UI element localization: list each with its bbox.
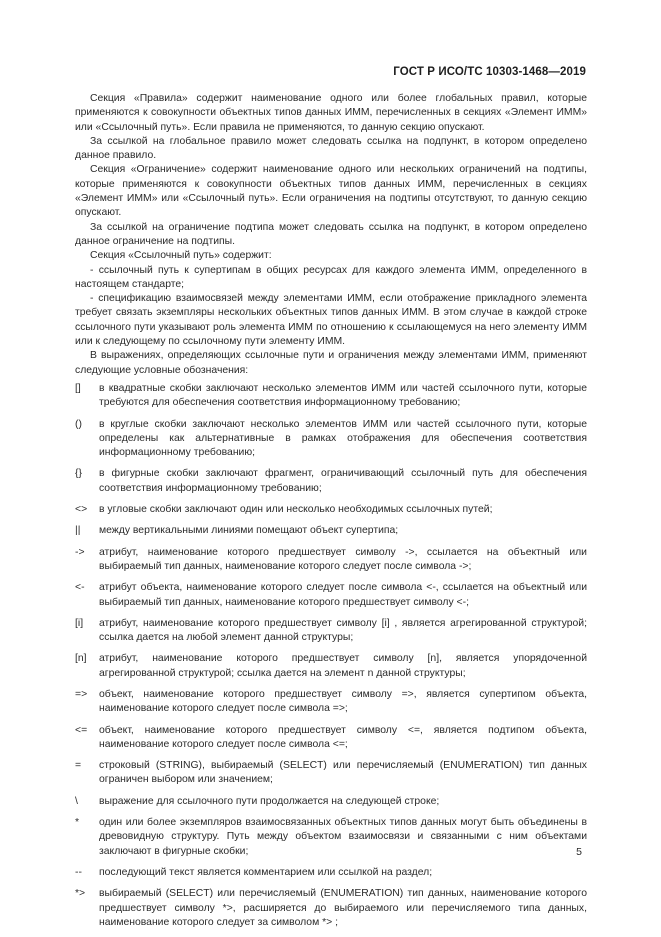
notation-text: последующий текст является комментарием или ссылкой на раздел; xyxy=(99,866,433,878)
paragraph-subtype-constraint-ref: За ссылкой на ограничение подтипа может следовать ссылка на подпункт, в котором определено данное ограничение на подтипы. xyxy=(75,221,587,247)
notation-list xyxy=(75,382,587,930)
notation-text: строковый (STRING), выбираемый (SELECT) или перечисляемый (ENUMERATION) тип данных ограничен выбором или значением; xyxy=(99,760,587,786)
notation-text: атрибут, наименование которого предшествует символу ->, ссылается на объектный или выбираемый тип данных, наименование которого следует после символа ->; xyxy=(99,546,587,572)
notation-symbol: <- xyxy=(75,582,85,594)
notation-text: выражение для ссылочного пути продолжается на следующей строке; xyxy=(99,795,440,807)
list-item-relationship-spec: - спецификацию взаимосвязей между элементами ИММ, если отображение прикладного элемента требует связать экземпляры нескольких объектных типов данных ИММ. В этом случае в каждой строке ссылочного пути указывают роль элемента ИММ по отношению к ссылающемуся на него элементу ИММ или к следующему по ссылочному пути элементу ИММ. xyxy=(75,293,587,348)
notation-item xyxy=(75,503,587,517)
paragraph-rules-section: Секция «Правила» содержит наименование одного или более глобальных правил, которые применяются к совокупности объектных типов данных ИММ, перечисленных в секциях «Элемент ИММ» или «Ссылочный путь». Если правила не применяются, то данную секцию опускают. xyxy=(75,93,587,133)
notation-item xyxy=(75,546,587,575)
notation-item xyxy=(75,688,587,717)
notation-item xyxy=(75,866,587,880)
notation-text: в фигурные скобки заключают фрагмент, ограничивающий ссылочный путь для обеспечения соответствия информационному требованию; xyxy=(99,468,587,494)
notation-item xyxy=(75,581,587,610)
notation-symbol: -> xyxy=(75,546,85,558)
paragraph-reference-path-section: Секция «Ссылочный путь» содержит: xyxy=(90,250,272,262)
notation-item xyxy=(75,724,587,753)
notation-text: объект, наименование которого предшествует символу =>, является супертипом объекта, наименование которого следует после символа =>; xyxy=(99,688,587,715)
notation-item xyxy=(75,382,587,411)
document-header: ГОСТ Р ИСО/ТС 10303-1468—2019 xyxy=(393,66,586,78)
notation-symbol: {} xyxy=(75,468,82,480)
notation-text: в круглые скобки заключают несколько элементов ИММ или частей ссылочного пути, которые определены как альтернативные в рамках отображения для обеспечения соответствия информационному требованию; xyxy=(99,418,587,459)
notation-symbol: => xyxy=(75,688,88,700)
notation-text: атрибут объекта, наименование которого следует после символа <-, ссылается на объектный или выбираемый тип данных, наименование которого предшествует символу <-; xyxy=(99,582,587,608)
notation-symbol: * xyxy=(75,817,80,829)
paragraph-notation-intro: В выражениях, определяющих ссылочные пути и ограничения между элементами ИММ, применяют следующие условные обозначения: xyxy=(75,350,587,376)
notation-symbol: = xyxy=(75,760,82,772)
notation-text: атрибут, наименование которого предшествует символу [i] , является агрегированной структурой; ссылка дается на любой элемент данной структуры; xyxy=(99,617,587,644)
notation-item xyxy=(75,467,587,496)
paragraph-constraint-section: Секция «Ограничение» содержит наименование одного или нескольких ограничений на подтипы, которые применяются к совокупности объектных типов данных ИММ, перечисленных в секциях «Элемент ИММ» или «Ссылочный путь». Если ограничения на подтипы отсутствуют, то данную секцию опускают. xyxy=(75,164,587,219)
document-body xyxy=(75,92,587,937)
notation-item xyxy=(75,524,587,538)
notation-symbol: <= xyxy=(75,724,88,736)
notation-item xyxy=(75,887,587,930)
notation-text: один или более экземпляров взаимосвязанных объектных типов данных могут быть объединены в древовидную структуру. Путь между объектом взаимосвязи и связанными с ним объектами заключают в фигурные скобки; xyxy=(99,817,587,857)
notation-symbol: () xyxy=(75,418,82,430)
notation-symbol: || xyxy=(75,525,81,537)
notation-item xyxy=(75,418,587,461)
notation-symbol: -- xyxy=(75,866,82,878)
notation-symbol: *> xyxy=(75,888,86,900)
page-number: 5 xyxy=(576,846,582,858)
notation-symbol: <> xyxy=(75,504,88,516)
notation-symbol: \ xyxy=(75,795,78,807)
notation-symbol: [] xyxy=(75,382,81,394)
list-item-reference-path: - ссылочный путь к супертипам в общих ресурсах для каждого элемента ИММ, определенного в настоящем стандарте; xyxy=(75,264,587,290)
notation-item xyxy=(75,816,587,859)
notation-item xyxy=(75,617,587,646)
notation-text: объект, наименование которого предшествует символу <=, является подтипом объекта, наименование которого следует после символа <=; xyxy=(99,724,587,750)
notation-item xyxy=(75,652,587,681)
paragraph-global-rule-ref: За ссылкой на глобальное правило может следовать ссылка на подпункт, в котором определено данное правило. xyxy=(75,135,587,162)
notation-item xyxy=(75,759,587,788)
notation-text: между вертикальными линиями помещают объект супертипа; xyxy=(99,525,399,537)
notation-symbol: [i] xyxy=(75,617,84,629)
notation-text: атрибут, наименование которого предшествует символу [n], является упорядоченной агрегированной структурой; ссылка дается на элемент n данной структуры; xyxy=(99,653,587,679)
notation-item xyxy=(75,795,587,809)
notation-text: выбираемый (SELECT) или перечисляемый (ENUMERATION) тип данных, наименование которого предшествует символу *>, расширяется до выбираемого или перечисляемого типа данных, наименование которого следует за символом *> ; xyxy=(99,888,587,928)
notation-symbol: [n] xyxy=(75,653,87,665)
notation-text: в квадратные скобки заключают несколько элементов ИММ или частей ссылочного пути, которые требуются для обеспечения соответствия информационному требованию; xyxy=(99,382,587,409)
notation-text: в угловые скобки заключают один или несколько необходимых ссылочных путей; xyxy=(99,504,493,516)
